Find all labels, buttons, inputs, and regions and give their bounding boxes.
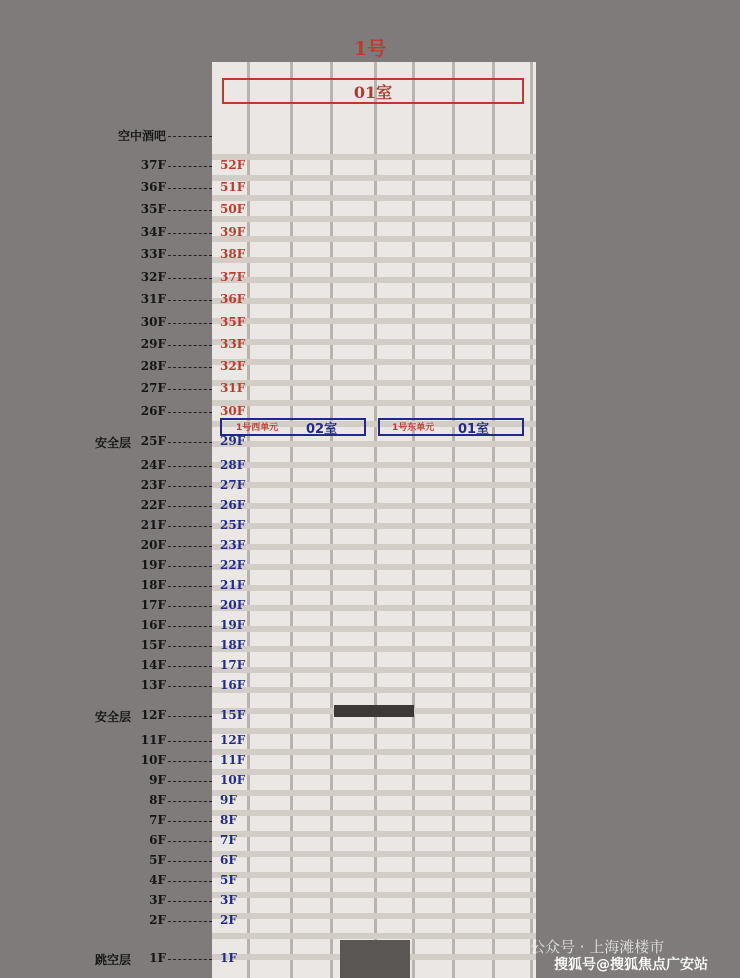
- marketed-floor-number: 17F: [220, 658, 246, 672]
- facade-floor-band: [212, 195, 536, 201]
- facade-floor-band: [212, 667, 536, 673]
- floor-label: 32F: [140, 270, 166, 284]
- floor-dash: [168, 526, 212, 527]
- floor-label: 3F: [149, 893, 166, 907]
- marketed-floor-number: 2F: [220, 913, 237, 927]
- facade-floor-band: [212, 298, 536, 304]
- facade-floor-band: [212, 831, 536, 837]
- floor-label: 33F: [140, 247, 166, 261]
- facade-floor-band: [212, 236, 536, 242]
- floor-label: 1F: [149, 951, 166, 965]
- floor-dash: [168, 921, 212, 922]
- facade-floor-band: [212, 154, 536, 160]
- marketed-floor-number: 52F: [220, 158, 246, 172]
- facade-floor-band: [212, 359, 536, 365]
- special-floor-label: 跳空层: [95, 953, 132, 967]
- facade-floor-band: [212, 687, 536, 693]
- facade-floor-band: [212, 339, 536, 345]
- sky-bar-label: 空中酒吧: [118, 129, 167, 143]
- floor-label: 18F: [140, 578, 166, 592]
- floor-dash: [168, 278, 212, 279]
- floor-dash: [168, 821, 212, 822]
- marketed-floor-number: 30F: [220, 404, 246, 418]
- floor-dash: [168, 188, 212, 189]
- floor-dash: [168, 506, 212, 507]
- floor-label: 27F: [140, 381, 166, 395]
- facade-floor-band: [212, 810, 536, 816]
- floor-label: 5F: [149, 853, 166, 867]
- marketed-floor-number: 3F: [220, 893, 237, 907]
- facade-floor-band: [212, 400, 536, 406]
- floor-label: 36F: [140, 180, 166, 194]
- marketed-floor-number: 38F: [220, 247, 246, 261]
- floor-dash: [168, 626, 212, 627]
- facade-floor-band: [212, 790, 536, 796]
- facade-floor-band: [212, 523, 536, 529]
- facade-floor-band: [212, 277, 536, 283]
- floor-label: 20F: [140, 538, 166, 552]
- floor-label: 28F: [140, 359, 166, 373]
- marketed-floor-number: 29F: [220, 434, 246, 448]
- floor-dash: [168, 741, 212, 742]
- building-title: 1号: [353, 38, 387, 60]
- marketed-floor-number: 28F: [220, 458, 246, 472]
- floor-label: 11F: [140, 733, 166, 747]
- marketed-floor-number: 15F: [220, 708, 246, 722]
- marketed-floor-number: 1F: [220, 951, 237, 965]
- floor-dash: [168, 255, 212, 256]
- marketed-floor-number: 27F: [220, 478, 246, 492]
- marketed-floor-number: 9F: [220, 793, 237, 807]
- facade-floor-band: [212, 257, 536, 263]
- floor-dash: [168, 801, 212, 802]
- watermark-wechat: 公众号 · 上海滩楼市: [530, 938, 665, 956]
- facade-floor-band: [212, 913, 536, 919]
- facade-floor-band: [212, 728, 536, 734]
- marketed-floor-number: 26F: [220, 498, 246, 512]
- facade-floor-band: [212, 851, 536, 857]
- marketed-floor-number: 25F: [220, 518, 246, 532]
- roof-room-label: 01室: [353, 83, 393, 102]
- floor-dash: [168, 466, 212, 467]
- floor-label: 10F: [140, 753, 166, 767]
- floor-label: 24F: [140, 458, 166, 472]
- marketed-floor-number: 16F: [220, 678, 246, 692]
- marketed-floor-number: 6F: [220, 853, 237, 867]
- sky-bar-dash: [168, 136, 212, 137]
- floor-dash: [168, 166, 212, 167]
- floor-dash: [168, 781, 212, 782]
- facade-floor-band: [212, 503, 536, 509]
- marketed-floor-number: 12F: [220, 733, 246, 747]
- facade-floor-band: [212, 646, 536, 652]
- floor-dash: [168, 486, 212, 487]
- floor-label: 22F: [140, 498, 166, 512]
- facade-floor-band: [212, 564, 536, 570]
- facade-floor-band: [212, 216, 536, 222]
- floor-label: 6F: [149, 833, 166, 847]
- west-unit-room: 02室: [306, 422, 338, 437]
- building-facade: [212, 62, 536, 978]
- floor-label: 12F: [140, 708, 166, 722]
- floor-dash: [168, 566, 212, 567]
- floor-label: 9F: [149, 773, 166, 787]
- floor-dash: [168, 210, 212, 211]
- facade-floor-band: [212, 585, 536, 591]
- floor-dash: [168, 686, 212, 687]
- special-floor-label: 安全层: [95, 710, 132, 724]
- marketed-floor-number: 18F: [220, 638, 246, 652]
- marketed-floor-number: 20F: [220, 598, 246, 612]
- marketed-floor-number: 35F: [220, 315, 246, 329]
- floor-label: 31F: [140, 292, 166, 306]
- special-floor-label: 安全层: [95, 436, 132, 450]
- floor-dash: [168, 606, 212, 607]
- facade-floor-band: [212, 175, 536, 181]
- marketed-floor-number: 31F: [220, 381, 246, 395]
- floor-dash: [168, 716, 212, 717]
- marketed-floor-number: 19F: [220, 618, 246, 632]
- floor-label: 15F: [140, 638, 166, 652]
- floor-label: 30F: [140, 315, 166, 329]
- floor-dash: [168, 761, 212, 762]
- marketed-floor-number: 32F: [220, 359, 246, 373]
- entrance-lobby: [340, 940, 410, 978]
- facade-floor-band: [212, 441, 536, 447]
- facade-floor-band: [212, 482, 536, 488]
- floor-dash: [168, 841, 212, 842]
- marketed-floor-number: 21F: [220, 578, 246, 592]
- floor-dash: [168, 881, 212, 882]
- floor-label: 29F: [140, 337, 166, 351]
- marketed-floor-number: 8F: [220, 813, 237, 827]
- floor-dash: [168, 300, 212, 301]
- east-unit-room: 01室: [458, 422, 490, 437]
- facade-floor-band: [212, 544, 536, 550]
- floor-label: 2F: [149, 913, 166, 927]
- facade-floor-band: [212, 749, 536, 755]
- marketed-floor-number: 5F: [220, 873, 237, 887]
- marketed-floor-number: 23F: [220, 538, 246, 552]
- marketed-floor-number: 33F: [220, 337, 246, 351]
- floor-dash: [168, 666, 212, 667]
- floor-dash: [168, 367, 212, 368]
- marketed-floor-number: 50F: [220, 202, 246, 216]
- floor-dash: [168, 323, 212, 324]
- facade-floor-band: [212, 605, 536, 611]
- floor-label: 26F: [140, 404, 166, 418]
- floor-dash: [168, 646, 212, 647]
- floor-dash: [168, 546, 212, 547]
- east-unit-label: 1号东单元: [392, 423, 435, 433]
- floor-label: 34F: [140, 225, 166, 239]
- facade-floor-band: [212, 380, 536, 386]
- marketed-floor-number: 7F: [220, 833, 237, 847]
- marketed-floor-number: 36F: [220, 292, 246, 306]
- facade-floor-band: [212, 933, 536, 939]
- floor-dash: [168, 389, 212, 390]
- facade-floor-band: [212, 626, 536, 632]
- refuge-floor-dark-band: [334, 705, 414, 717]
- floor-label: 19F: [140, 558, 166, 572]
- facade-floor-band: [212, 462, 536, 468]
- floor-label: 7F: [149, 813, 166, 827]
- floor-dash: [168, 412, 212, 413]
- floor-label: 8F: [149, 793, 166, 807]
- facade-floor-band: [212, 872, 536, 878]
- floor-label: 21F: [140, 518, 166, 532]
- marketed-floor-number: 51F: [220, 180, 246, 194]
- marketed-floor-number: 10F: [220, 773, 246, 787]
- floor-dash: [168, 233, 212, 234]
- floor-dash: [168, 442, 212, 443]
- marketed-floor-number: 37F: [220, 270, 246, 284]
- west-unit-label: 1号西单元: [236, 423, 279, 433]
- marketed-floor-number: 22F: [220, 558, 246, 572]
- facade-floor-band: [212, 892, 536, 898]
- watermark-sohu: 搜狐号@搜狐焦点广安站: [554, 957, 708, 973]
- floor-label: 25F: [140, 434, 166, 448]
- floor-label: 13F: [140, 678, 166, 692]
- facade-floor-band: [212, 318, 536, 324]
- floor-label: 35F: [140, 202, 166, 216]
- floor-dash: [168, 586, 212, 587]
- floor-label: 17F: [140, 598, 166, 612]
- floor-dash: [168, 959, 212, 960]
- facade-floor-band: [212, 769, 536, 775]
- floor-dash: [168, 901, 212, 902]
- floor-label: 4F: [149, 873, 166, 887]
- floor-dash: [168, 345, 212, 346]
- marketed-floor-number: 39F: [220, 225, 246, 239]
- marketed-floor-number: 11F: [220, 753, 246, 767]
- floor-dash: [168, 861, 212, 862]
- floor-label: 14F: [140, 658, 166, 672]
- floor-label: 23F: [140, 478, 166, 492]
- floor-label: 37F: [140, 158, 166, 172]
- floor-label: 16F: [140, 618, 166, 632]
